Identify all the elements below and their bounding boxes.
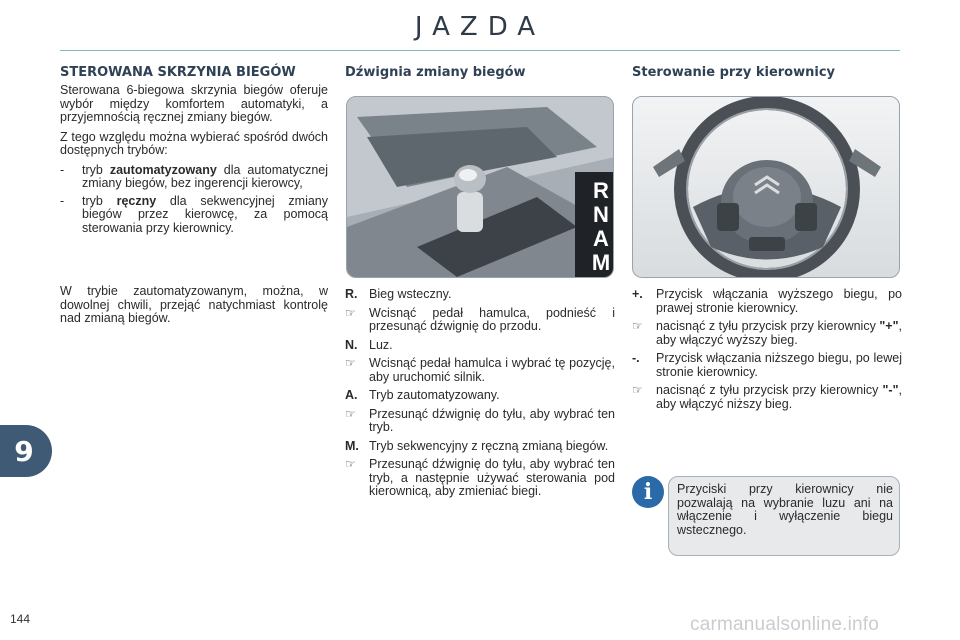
section-title-steering: Sterowanie przy kierownicy xyxy=(632,65,836,80)
pointing-hand-icon: ☞ xyxy=(345,406,356,421)
page-number: 144 xyxy=(10,612,31,626)
gear-lever-illustration xyxy=(347,97,614,278)
section-title-gearbox: STEROWANA SKRZYNIA BIEGÓW xyxy=(60,65,296,80)
gear-lever-photo xyxy=(346,96,614,278)
middle-column xyxy=(345,66,615,80)
lever-instructions xyxy=(345,288,615,504)
watermark: carmanualsonline.info xyxy=(690,614,880,635)
lead-paragraph: Z tego względu można wybierać spośród dwóch dostępnych trybów: xyxy=(60,129,328,157)
mode-item: - tryb zautomatyzowany dla automatycznej zmiany biegów, bez ingerencji kierowcy, xyxy=(60,162,328,190)
section-title-lever: Dźwignia zmiany biegów xyxy=(345,65,526,80)
info-note: Przyciski przy kierownicy nie pozwalają na wybranie luzu ani na włączenie i wyłączenie biegu wstecznego. xyxy=(668,476,900,556)
pointing-hand-icon: ☞ xyxy=(345,305,356,320)
pointing-hand-icon: ☞ xyxy=(345,457,356,471)
note-paragraph: W trybie zautomatyzowanym, można, w dowolnej chwili, przejąć natychmiast kontrolę nad zmianą biegów. xyxy=(60,284,328,325)
gear-letter-r: R xyxy=(593,178,609,203)
page-title: JAZDA xyxy=(414,12,546,42)
right-column xyxy=(632,66,902,80)
list-item: +. Przycisk włączania wyższego biegu, po prawej stronie kierownicy. xyxy=(632,287,902,315)
gear-letter-n: N xyxy=(593,202,609,227)
steering-instructions xyxy=(632,288,902,416)
list-item: ☞ nacisnąć z tyłu przycisk przy kierownicy "-", aby włączyć niższy bieg. xyxy=(632,383,902,411)
mode-item: - tryb ręczny dla sekwencyjnej zmiany biegów przez kierowcę, za pomocą sterowania przy kierownicy. xyxy=(60,193,328,235)
info-icon: i xyxy=(632,476,664,508)
gear-letter-a: A xyxy=(593,226,609,251)
list-item: -. Przycisk włączania niższego biegu, po lewej stronie kierownicy. xyxy=(632,351,902,379)
gear-positions xyxy=(587,179,614,275)
gear-letter-m: M xyxy=(591,250,611,275)
dash-bullet: - xyxy=(60,193,65,208)
pointing-hand-icon: ☞ xyxy=(632,319,643,333)
pointing-hand-icon: ☞ xyxy=(345,356,356,370)
list-item: M. Tryb sekwencyjny z ręczną zmianą biegów. xyxy=(345,438,609,453)
chapter-tab: 9 xyxy=(0,425,52,477)
steering-wheel-photo xyxy=(632,96,900,278)
list-item: ☞ Wcisnąć pedał hamulca i wybrać tę pozycję, aby uruchomić silnik. xyxy=(345,356,615,384)
steering-wheel-illustration xyxy=(633,97,900,278)
list-item: R. Bieg wsteczny. xyxy=(345,287,452,301)
list-item: ☞ Wcisnąć pedał hamulca, podnieść i przesunąć dźwignię do przodu. xyxy=(345,305,615,333)
pointing-hand-icon: ☞ xyxy=(632,383,643,397)
intro-paragraph: Sterowana 6-biegowa skrzynia biegów oferuje wybór między komfortem automatyki, a przyjemnością ręcznej zmiany biegów. xyxy=(60,83,328,124)
list-item: N. Luz. xyxy=(345,337,393,352)
list-item: ☞ Przesunąć dźwignię do tyłu, aby wybrać ten tryb, a następnie używać sterowania pod kierownicą, aby zmieniać biegi. xyxy=(345,457,615,498)
list-item: ☞ nacisnąć z tyłu przycisk przy kierownicy "+", aby włączyć wyższy bieg. xyxy=(632,319,902,347)
list-item: A. Tryb zautomatyzowany. xyxy=(345,388,500,402)
dash-bullet: - xyxy=(60,162,65,177)
left-column xyxy=(60,66,328,332)
header-rule xyxy=(60,50,900,51)
list-item: ☞ Przesunąć dźwignię do tyłu, aby wybrać ten tryb. xyxy=(345,406,615,434)
